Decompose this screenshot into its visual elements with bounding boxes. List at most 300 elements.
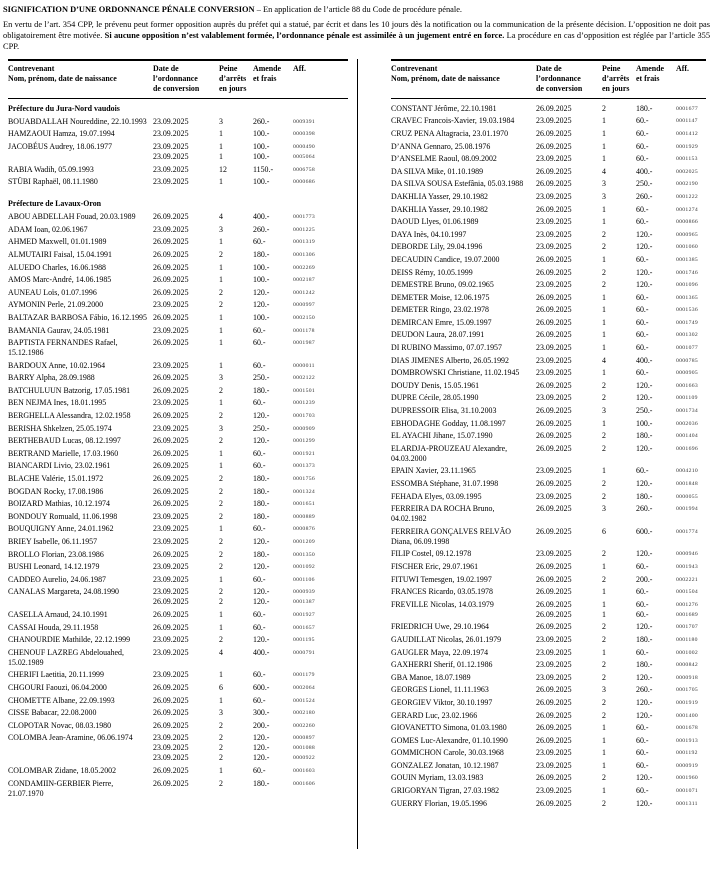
column-header-line: Peine [602,63,621,73]
entry-days: 1 [219,670,223,680]
table-row [8,733,348,763]
entry-aff: 0001677 [676,105,699,112]
entry-days: 3 [602,191,606,201]
entry-days: 3 [602,406,606,416]
entry-amount: 180.- [253,499,270,509]
entry-aff: 0000919 [676,762,699,769]
entry-date: 26.09.2025 [153,448,189,458]
offender-name: ABOU ABDELLAH Fouad, 20.03.1989 [8,212,136,222]
entry-amount: 60.- [636,317,649,327]
entry-amount: 60.- [636,254,649,264]
entry-date: 26.09.2025 [153,385,189,395]
table-row [391,562,706,572]
table-row [391,217,706,227]
entry-date: 23.09.2025 [153,562,189,572]
entry-amount: 60.- [253,338,266,348]
table-row [391,575,706,585]
entry-days: 2 [602,622,606,632]
entry-amount: 260.- [253,116,270,126]
entry-aff: 0001302 [676,332,699,339]
table-row [391,368,706,378]
table-row [8,300,348,310]
entry-amount: 180.- [636,634,653,644]
table-header [391,59,706,99]
offender-name: AUNEAU Loïs, 01.07.1996 [8,287,97,297]
table-row [8,142,348,162]
entry-date: 26.09.2025 [153,708,189,718]
table-row [8,424,348,434]
table-row [391,268,706,278]
entry-aff: 0002260 [293,722,316,729]
entry-date: 26.09.2025 [536,204,572,214]
entry-amount: 180.- [253,486,270,496]
entry-date: 23.09.2025 [153,360,189,370]
entry-aff: 0001306 [293,251,316,258]
entry-aff: 0001400 [676,712,699,719]
entry-date: 26.09.2025 [153,312,189,322]
entry-amount: 180.- [253,385,270,395]
table-row [391,673,706,683]
entry-date: 26.09.2025 [153,237,189,247]
offender-name: DAYA Inès, 04.10.1997 [391,229,467,239]
table-row [8,635,348,645]
table-row [391,381,706,391]
offender-name: AYMONIN Perle, 21.09.2000 [8,300,104,310]
entry-date: 26.09.2025 [153,682,189,692]
entry-amount: 120.- [636,622,653,632]
entry-amount: 60.- [253,622,266,632]
offender-name: DECAUDIN Candice, 19.07.2000 [391,254,500,264]
intro-text-2: La procédure en cas d’opposition est réglée par l’article 355 CPP. [3,30,711,51]
offender-name: BIANCARDI Livio, 23.02.1961 [8,461,111,471]
entry-days: 2 [602,280,606,290]
entry-days: 1 [602,466,606,476]
offender-name: FERREIRA DA ROCHA Bruno, 04.02.1982 [391,504,495,524]
entry-amount: 60.- [636,647,649,657]
entry-aff: 0001222 [676,193,699,200]
entry-amount: 250.- [636,179,653,189]
entry-aff: 0000791 [293,649,316,656]
entry-aff: 0001524 [293,697,316,704]
offender-name: FEHADA Elyes, 03.09.1995 [391,491,482,501]
entry-date: 23.09.2025 [153,398,189,408]
offender-name: COLOMBA Jean-Aramine, 06.06.1974 [8,733,133,743]
entry-days: 2 [602,393,606,403]
table-row [8,386,348,396]
table-row [8,250,348,260]
entry-aff: 0001088 [293,745,316,752]
entry-amount: 100.- [253,129,270,139]
entry-amount: 60.- [253,574,266,584]
table-row [391,648,706,658]
entry-amount: 120.- [253,597,270,607]
offender-name: DIAS JIMENES Alberto, 26.05.1992 [391,355,509,365]
offender-name: FREVILLE Nicolas, 14.03.1979 [391,599,494,609]
offender-name: BERISHA Shkelzen, 25.05.1974 [8,423,112,433]
entry-date: 23.09.2025 [536,280,572,290]
entry-amount: 1150.- [253,164,274,174]
column-gap [348,59,391,811]
offender-name: DI RUBINO Massimo, 07.07.1957 [391,343,502,353]
offender-name: DEMETER Ringo, 23.02.1978 [391,305,489,315]
entry-aff: 0000398 [293,131,316,138]
entry-aff: 0001689 [676,611,699,618]
entry-days: 1 [602,128,606,138]
entry-date: 23.09.2025 [536,466,572,476]
offender-name: BALTAZAR BARBOSA Fábio, 16.12.1995 [8,312,147,322]
entry-amount: 100.- [253,275,270,285]
table-row [391,255,706,265]
entry-date: 26.09.2025 [153,436,189,446]
table-row [391,230,706,240]
entry-aff: 0000785 [676,357,699,364]
entry-date: 23.09.2025 [153,753,189,763]
entry-days: 1 [602,217,606,227]
entry-amount: 260.- [253,224,270,234]
offender-name: GAUGLER Maya, 22.09.1974 [391,647,489,657]
entry-date: 23.09.2025 [536,154,572,164]
entry-days: 3 [219,224,223,234]
table-row [8,398,348,408]
entry-amount: 260.- [636,504,653,514]
table-row [391,711,706,721]
offender-name: CASSAI Houda, 29.11.1958 [8,622,99,632]
offender-name: CISSE Babacar, 22.08.2000 [8,708,97,718]
entry-days: 2 [219,474,223,484]
column-header-line: l’ordonnance [153,73,198,83]
entry-days: 2 [602,697,606,707]
table-row [8,263,348,273]
offender-name: BERTHEBAUD Lucas, 08.12.1997 [8,436,121,446]
entry-amount: 100.- [253,262,270,272]
offender-name: DAKHLIA Yasser, 29.10.1982 [391,204,489,214]
column-header-line: l’ordonnance [536,73,581,83]
entry-date: 26.09.2025 [153,695,189,705]
table-row [8,537,348,547]
entry-amount: 250.- [636,406,653,416]
offender-name: CANALAS Margareta, 24.08.1990 [8,587,119,597]
entry-days: 1 [219,177,223,187]
entry-amount: 400.- [253,212,270,222]
entry-aff: 0001276 [676,601,699,608]
entry-amount: 180.- [253,778,270,788]
table-row [391,356,706,366]
entry-date: 23.09.2025 [536,355,572,365]
offender-name: BATCHULUUN Batzorig, 17.05.1981 [8,385,131,395]
entry-aff: 0001239 [293,400,316,407]
entry-aff: 0001225 [293,226,316,233]
entry-date: 26.09.2025 [536,431,572,441]
entry-amount: 180.- [636,491,653,501]
offender-name: FERREIRA GONÇALVES RELVÃO Diana, 06.09.1998 [391,526,511,546]
entry-aff: 0000905 [676,370,699,377]
entry-amount: 120.- [253,743,270,753]
entry-aff: 0000842 [676,662,699,669]
offender-name: GIOVANETTO Simona, 01.03.1980 [391,723,507,733]
entry-days: 6 [602,526,606,536]
entry-amount: 60.- [636,368,649,378]
entry-aff: 0001077 [676,345,699,352]
entry-amount: 120.- [636,710,653,720]
entry-aff: 0001373 [293,463,316,470]
entry-amount: 60.- [636,748,649,758]
offender-name: DEMETER Moise, 12.06.1975 [391,292,490,302]
entry-amount: 120.- [636,672,653,682]
entry-aff: 0000011 [293,362,315,369]
table-row [8,499,348,509]
entry-date: 26.09.2025 [536,103,572,113]
table-row [8,562,348,572]
entry-date: 23.09.2025 [536,393,572,403]
offender-name: HAMZAOUI Hamza, 19.07.1994 [8,129,115,139]
column-header-line: en jours [219,83,247,93]
table-row [391,466,706,476]
entry-amount: 60.- [636,723,649,733]
entry-amount: 400.- [636,355,653,365]
entry-aff: 0001404 [676,433,699,440]
offender-name: BROLLO Florian, 23.08.1986 [8,549,104,559]
entry-date: 26.09.2025 [153,287,189,297]
entry-date: 26.09.2025 [153,461,189,471]
entry-amount: 60.- [253,461,266,471]
entry-aff: 0002187 [293,277,316,284]
entry-aff: 0000889 [293,513,316,520]
table-row [391,343,706,353]
entry-aff: 0001412 [676,130,699,137]
entry-aff: 0000876 [293,526,316,533]
entry-date: 26.09.2025 [153,411,189,421]
column-header-date [536,64,602,94]
section-title: Préfecture de Lavaux-Oron [8,199,102,209]
offender-name: GOMES Luc-Alexandre, 01.10.1990 [391,735,508,745]
entry-date: 23.09.2025 [153,141,189,151]
entry-days: 1 [602,141,606,151]
table-row [391,393,706,403]
column-header-line: Amende [253,63,282,73]
table-row [8,610,348,620]
table-row [8,117,348,127]
entry-days: 1 [602,418,606,428]
entry-date: 23.09.2025 [536,660,572,670]
table-row [8,550,348,560]
entry-days: 2 [602,479,606,488]
offender-name: JACOBÉUS Audrey, 18.06.1977 [8,141,113,151]
table-row [391,318,706,328]
entry-days: 1 [219,609,223,619]
entry-days: 2 [602,431,606,441]
offender-name: FRANCES Ricardo, 03.05.1978 [391,587,493,597]
table-row [8,338,348,358]
entry-aff: 0001960 [676,775,699,782]
table-row [8,524,348,534]
entry-days: 1 [602,343,606,353]
offender-name: BARRY Alpha, 28.09.1988 [8,373,95,383]
entry-days: 1 [219,141,223,151]
entry-date: 23.09.2025 [153,733,189,743]
entry-days: 1 [602,786,606,796]
entry-amount: 200.- [636,574,653,584]
entry-days: 4 [219,647,223,657]
offender-name: BOGDAN Rocky, 17.08.1986 [8,486,104,496]
entry-amount: 60.- [636,786,649,796]
offender-name: DEBORDE Lily, 29.04.1996 [391,242,483,252]
entry-aff: 0001501 [293,387,316,394]
entry-aff: 0001734 [676,408,699,415]
offender-name: EPAIN Xavier, 23.11.1965 [391,466,476,476]
table-row [391,167,706,177]
entry-amount: 120.- [636,697,653,707]
entry-days: 2 [602,380,606,390]
entry-amount: 400.- [253,647,270,657]
offender-name: AMOS Marc-André, 14.06.1985 [8,275,112,285]
entry-date: 26.09.2025 [153,499,189,509]
entry-amount: 180.- [253,549,270,559]
table-body [8,117,348,187]
offender-name: BOUABDALLAH Noureddine, 22.10.1993 [8,116,147,126]
entry-date: 26.09.2025 [536,141,572,151]
offender-name: GEORGES Lionel, 11.11.1963 [391,685,489,695]
entry-date: 26.09.2025 [536,166,572,176]
table-row [391,622,706,632]
entry-days: 1 [602,317,606,327]
entry-aff: 0001147 [676,118,698,125]
entry-date: 23.09.2025 [536,786,572,796]
entry-date: 26.09.2025 [153,609,189,619]
offender-name: D’ANSELME Raoul, 08.09.2002 [391,154,497,164]
column-header-peine [219,64,253,94]
column-header-line: et frais [253,73,277,83]
entry-days: 1 [219,151,223,161]
entry-days: 2 [219,287,223,297]
entry-amount: 100.- [253,151,270,161]
entry-days: 2 [219,249,223,259]
entry-days: 1 [602,587,606,597]
column-header-aff [293,64,348,94]
table-row [8,411,348,421]
offender-name: ELARDJA-PROUZEAU Alexandre, 04.03.2000 [391,443,508,463]
entry-date: 26.09.2025 [536,254,572,264]
entry-amount: 60.- [253,325,266,335]
entry-aff: 0001848 [676,481,699,487]
entry-days: 2 [602,634,606,644]
entry-aff: 0006758 [293,166,316,173]
entry-date: 23.09.2025 [153,151,189,161]
table-row [391,116,706,126]
entry-aff: 0001350 [293,551,316,558]
entry-amount: 120.- [636,280,653,290]
entry-amount: 180.- [253,511,270,521]
offender-name: CADDEO Aurelio, 24.06.1987 [8,574,106,584]
entry-days: 2 [219,587,223,597]
table-row [391,305,706,315]
entry-amount: 60.- [636,154,649,164]
entry-amount: 180.- [253,249,270,259]
entry-aff: 0000686 [293,179,316,186]
entry-date: 26.09.2025 [536,526,572,536]
offender-name: FISCHER Eric, 29.07.1961 [391,561,479,571]
column-header-line: de conversion [153,83,200,93]
column-header-line: Nom, prénom, date de naissance [8,73,117,83]
offender-name: GAUDILLAT Nicolas, 26.01.1979 [391,634,502,644]
entry-aff: 0001696 [676,445,699,452]
entry-date: 23.09.2025 [153,537,189,546]
entry-date: 26.09.2025 [536,723,572,733]
table-row [8,436,348,446]
offender-name: BOIZARD Mathias, 10.12.1974 [8,499,110,509]
offender-name: FILIP Costel, 09.12.1978 [391,549,472,559]
table-row [391,129,706,139]
offender-name: GAXHERRI Sherif, 01.12.1986 [391,660,493,670]
entry-amount: 60.- [636,609,649,619]
entry-amount: 60.- [253,448,266,458]
entry-date: 23.09.2025 [536,191,572,201]
entry-date: 26.09.2025 [536,179,572,189]
entry-aff: 0001319 [293,239,316,246]
entry-date: 26.09.2025 [536,622,572,632]
entry-aff: 0001749 [676,319,699,326]
offender-name: ESSOMBA Stéphane, 31.07.1998 [391,479,499,488]
entry-days: 2 [219,778,223,788]
entry-aff: 0002269 [293,264,316,271]
column-header-peine [602,64,636,94]
entry-days: 2 [219,720,223,730]
entry-amount: 60.- [636,561,649,571]
entry-date: 26.09.2025 [536,330,572,340]
entry-amount: 100.- [253,312,270,322]
entry-amount: 120.- [636,393,653,403]
entry-days: 2 [602,229,606,239]
table-row [391,419,706,429]
entry-amount: 260.- [636,685,653,695]
table-body [8,212,348,798]
entry-days: 2 [219,537,223,546]
entry-amount: 60.- [253,695,266,705]
entry-amount: 120.- [636,242,653,252]
table-row [8,275,348,285]
column-header-amende [253,64,293,94]
column-header-aff [676,64,706,94]
entry-amount: 60.- [636,204,649,214]
entry-aff: 0001921 [293,450,316,457]
entry-date: 26.09.2025 [536,697,572,707]
entry-amount: 60.- [636,116,649,126]
entry-amount: 60.- [253,524,266,534]
entry-aff: 0002221 [676,576,699,583]
entry-aff: 0001994 [676,506,699,513]
entry-date: 26.09.2025 [153,474,189,484]
table-row [8,512,348,522]
column-header-contrevenant [8,64,153,94]
table-row [391,142,706,152]
table-row [391,600,706,620]
column-header-line: Contrevenant [391,63,438,73]
entry-aff: 0000939 [293,589,316,596]
entry-days: 1 [219,695,223,705]
entry-aff: 0001242 [293,289,316,296]
entry-days: 1 [602,647,606,657]
entry-aff: 0002190 [676,181,699,188]
table-row [391,293,706,303]
section-title: Préfecture du Jura-Nord vaudois [8,103,120,113]
entry-amount: 180.- [636,103,653,113]
entry-amount: 120.- [636,267,653,277]
offender-name: GEORGIEV Viktor, 30.10.1997 [391,697,493,707]
offender-name: EBHODAGHE Godday, 11.08.1997 [391,418,506,428]
entry-aff: 0001274 [676,206,699,213]
offender-name: GERARD Luc, 23.02.1966 [391,710,478,720]
offender-name: BONDOUY Romuald, 11.06.1998 [8,511,118,521]
entry-days: 2 [602,103,606,113]
